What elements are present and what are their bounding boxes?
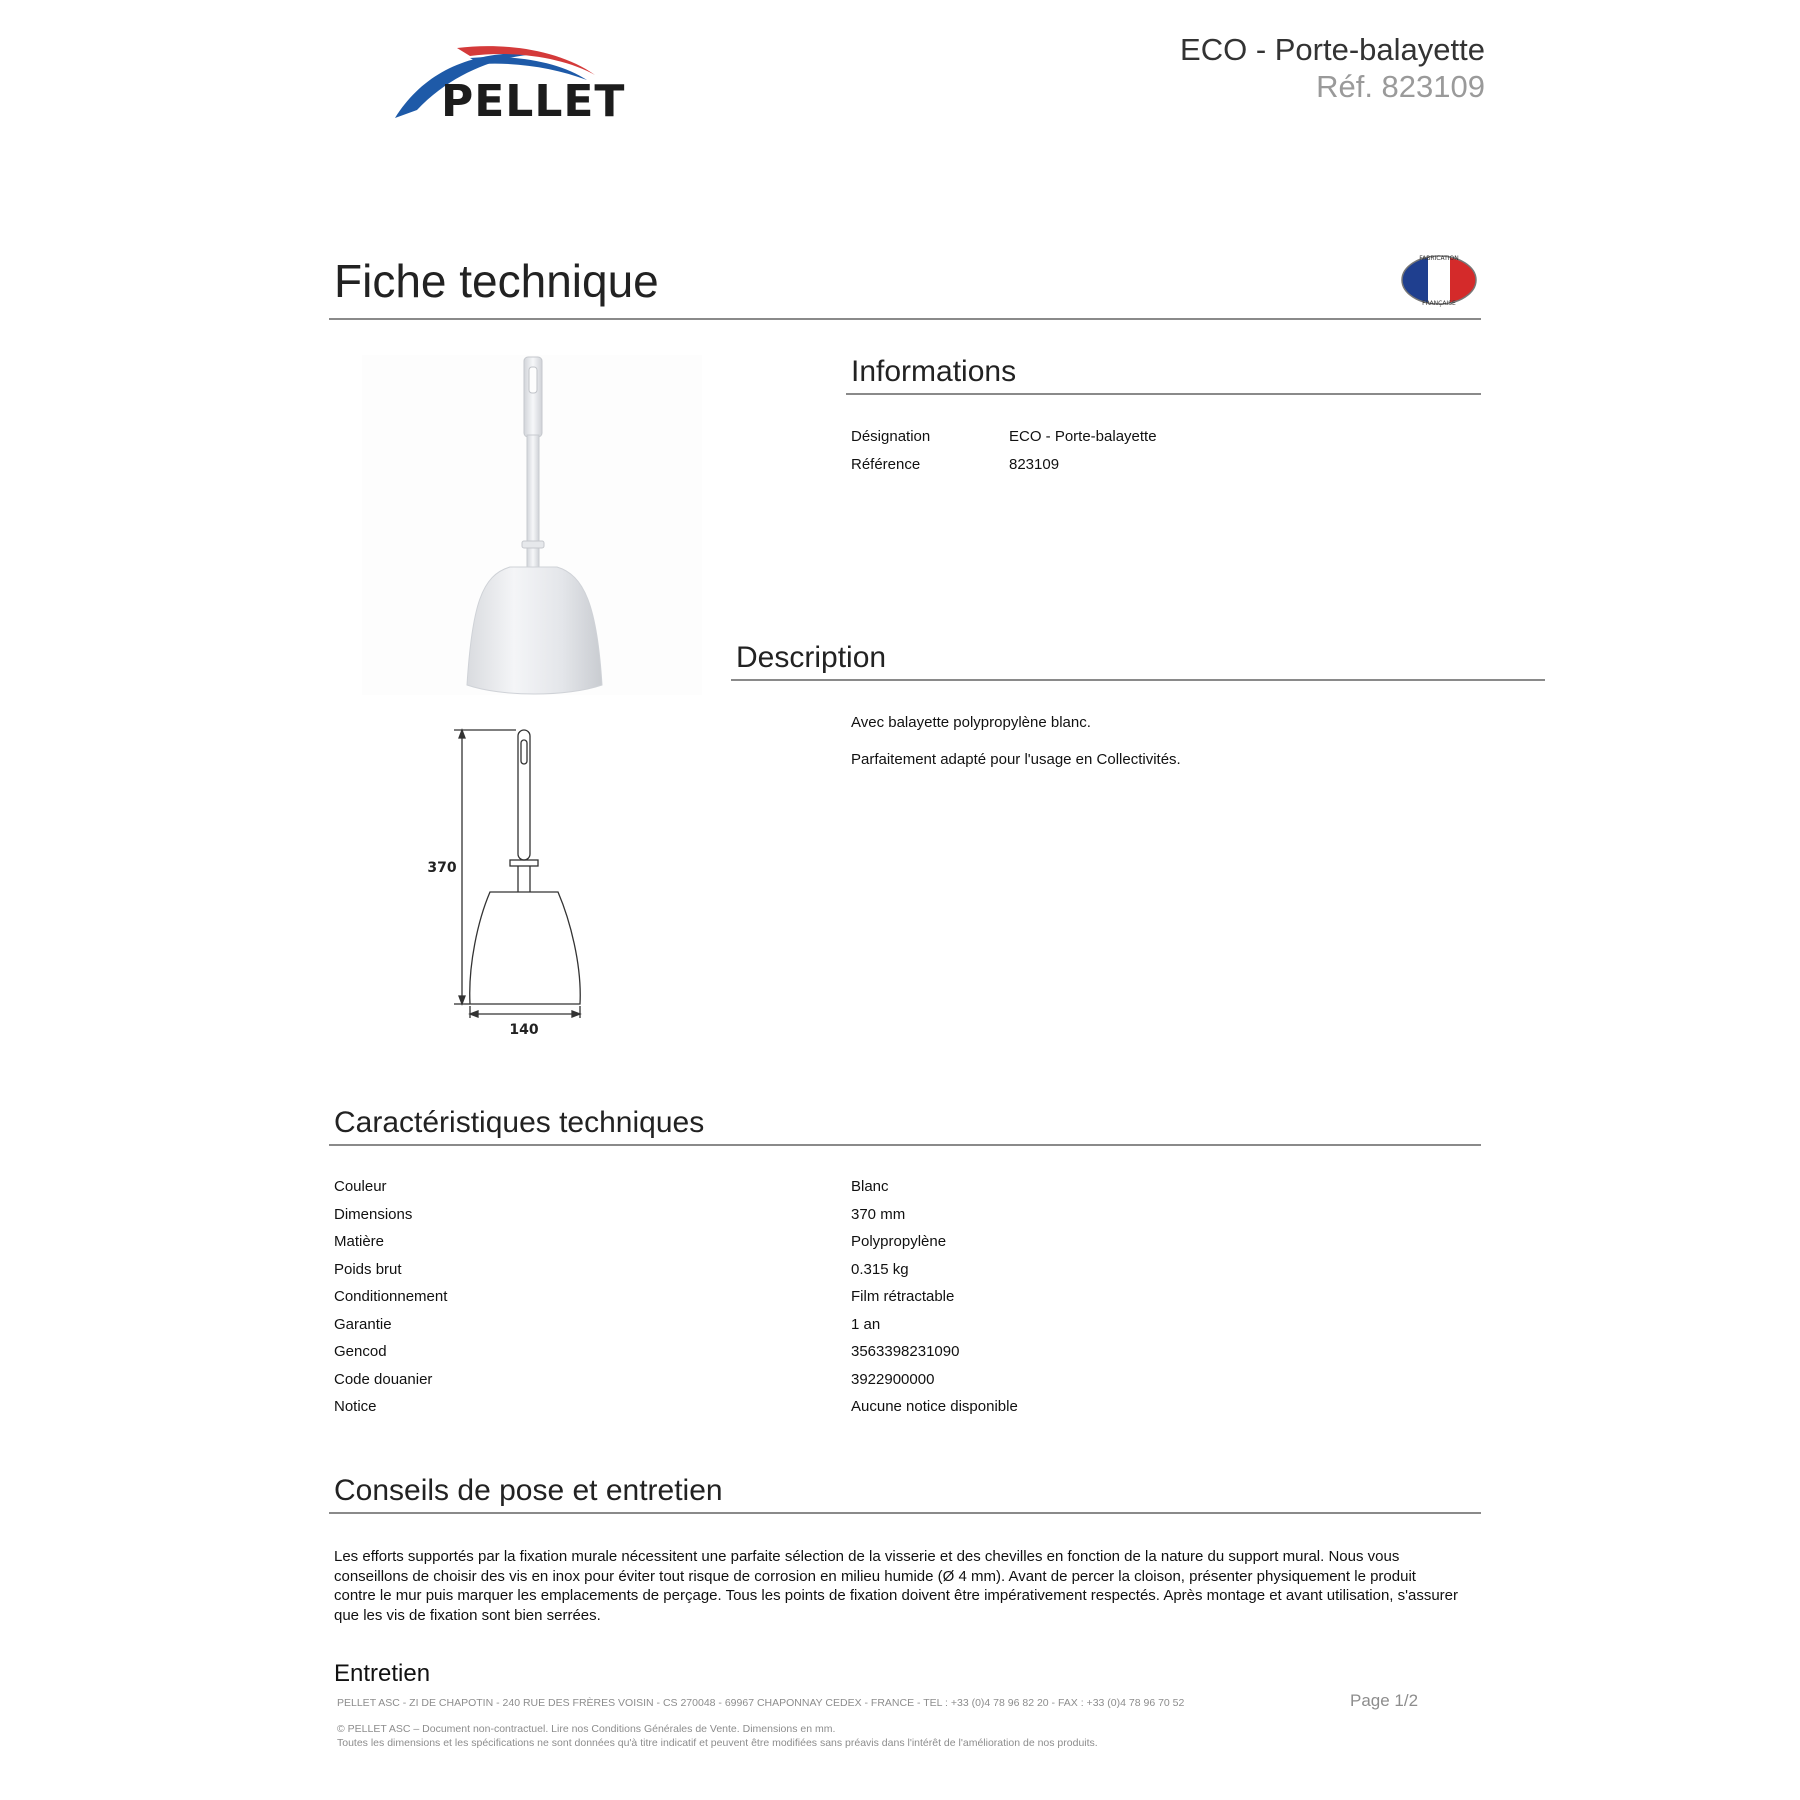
info-label: Désignation xyxy=(851,428,931,445)
caracteristiques-heading: Caractéristiques techniques xyxy=(334,1106,705,1139)
conseils-heading: Conseils de pose et entretien xyxy=(334,1474,723,1507)
info-label: Référence xyxy=(851,456,921,473)
spec-value: 3563398231090 xyxy=(851,1343,960,1360)
footer-address: PELLET ASC - ZI DE CHAPOTIN - 240 RUE DES FRÈRES VOISIN - CS 270048 - 69967 CHAPONNAY CEDEX - FRANCE - TEL : +33 (0)4 78 96 82 20 - FAX : +33 (0)4 78 96 70 52 xyxy=(337,1697,1185,1709)
spec-value: Aucune notice disponible xyxy=(851,1398,1018,1415)
product-title: ECO - Porte-balayette xyxy=(1180,32,1485,67)
spec-label: Matière xyxy=(334,1233,385,1250)
spec-value: 3922900000 xyxy=(851,1370,935,1388)
conseils-divider xyxy=(329,1512,1481,1514)
conseils-line: conseillons de choisir des vis en inox pour éviter tout risque de corrosion en milieu humide (Ø 4 mm). Avant de percer la cloison, présenter physiquement le produit xyxy=(334,1567,1416,1585)
spec-label: Couleur xyxy=(334,1178,387,1195)
conseils-line: contre le mur puis marquer les emplacements de perçage. Tous les points de fixation doivent être impérativement respectés. Après montage et avant utilisation, s'assurer xyxy=(334,1587,1458,1604)
footer-disclaimer: Toutes les dimensions et les spécifications ne sont données qu'à titre indicatif et peuvent être modifiées sans préavis dans l'intérêt de l'amélioration de nos produits. xyxy=(337,1737,1098,1749)
flag-badge-icon xyxy=(1398,253,1480,307)
brand-wordmark: PELLET xyxy=(441,76,626,127)
conseils-line: Les efforts supportés par la fixation murale nécessitent une parfaite sélection de la visserie et des chevilles en fonction de la nature du support mural. Nous vous xyxy=(334,1548,1400,1565)
fabrication-francaise-badge xyxy=(1398,253,1480,307)
drawing-width-label: 140 xyxy=(509,1022,539,1038)
spec-label: Dimensions xyxy=(334,1205,413,1223)
info-value: ECO - Porte-balayette xyxy=(1009,428,1157,445)
spec-label: Notice xyxy=(334,1398,377,1415)
spec-label: Poids brut xyxy=(334,1260,402,1278)
conseils-line: que les vis de fixation sont bien serrées. xyxy=(334,1606,601,1624)
caracteristiques-divider xyxy=(329,1144,1481,1146)
info-value: 823109 xyxy=(1009,456,1060,473)
informations-heading: Informations xyxy=(851,355,1017,388)
drawing-height-label: 370 xyxy=(427,860,457,876)
spec-label: Code douanier xyxy=(334,1370,433,1388)
description-paragraph: Avec balayette polypropylène blanc. xyxy=(851,714,1091,731)
spec-label: Garantie xyxy=(334,1315,392,1333)
description-heading: Description xyxy=(736,641,887,674)
title-divider xyxy=(329,318,1481,320)
informations-divider xyxy=(846,393,1481,395)
spec-value: Blanc xyxy=(851,1178,889,1195)
spec-value: Film rétractable xyxy=(851,1288,955,1305)
spec-label: Conditionnement xyxy=(334,1288,448,1305)
page-number: Page 1/2 xyxy=(1350,1691,1419,1710)
spec-value: 370 mm xyxy=(851,1205,906,1223)
product-reference: Réf. 823109 xyxy=(1316,69,1485,104)
description-paragraph: Parfaitement adapté pour l'usage en Collectivités. xyxy=(851,751,1181,768)
spec-label: Gencod xyxy=(334,1343,387,1360)
description-divider xyxy=(731,679,1545,681)
spec-value: 0.315 kg xyxy=(851,1260,909,1278)
spec-value: 1 an xyxy=(851,1315,881,1333)
product-photo xyxy=(362,355,702,695)
entretien-heading: Entretien xyxy=(334,1660,431,1687)
spec-value: Polypropylène xyxy=(851,1233,947,1250)
page-title: Fiche technique xyxy=(334,255,659,307)
technical-drawing xyxy=(420,720,600,1040)
badge-top-text: FABRICATION xyxy=(1419,255,1459,262)
footer-copyright: © PELLET ASC – Document non-contractuel. Lire nos Conditions Générales de Vente. Dimensions en mm. xyxy=(337,1723,836,1735)
pellet-logo[interactable] xyxy=(395,40,635,130)
badge-bottom-text: FRANÇAISE xyxy=(1422,300,1456,307)
